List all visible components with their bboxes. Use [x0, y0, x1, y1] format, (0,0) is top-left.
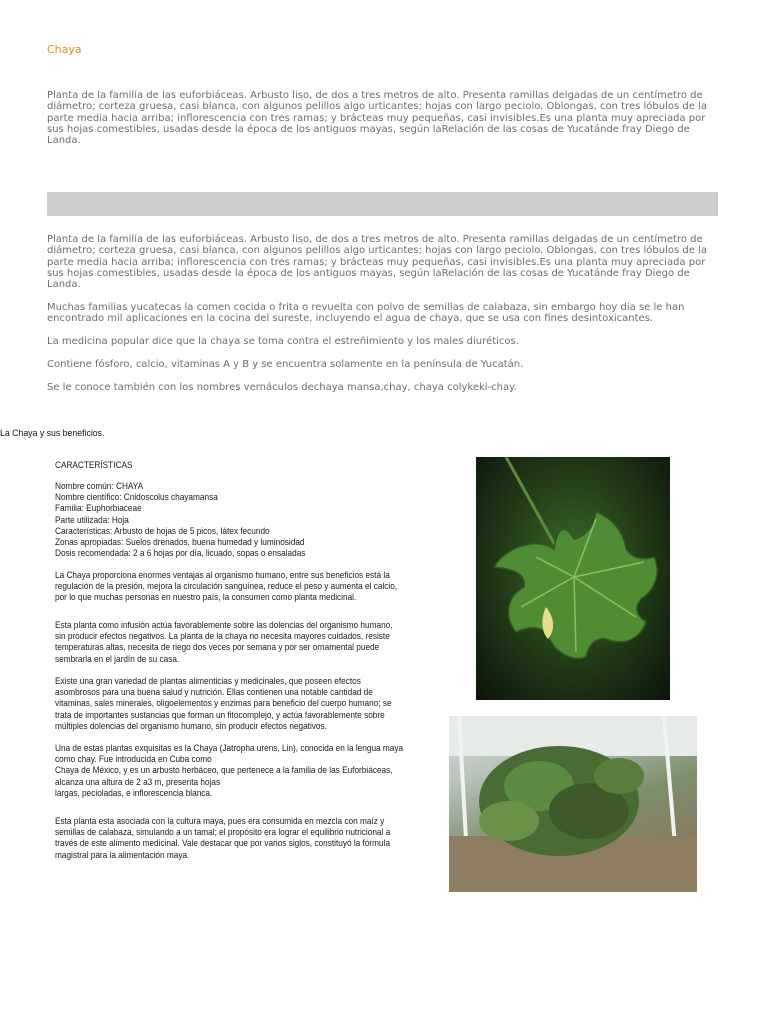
- body-paragraph-1: Planta de la familia de las euforbiáceas. Arbusto liso, de dos a tres metros de alto. Presenta ramillas delgadas de un centímetro de diámetro; corteza gruesa, casi blanca, con algunos pelillos algo urticantes; hojas con largo peciolo. Oblongas, con tres lóbulos de la parte media hacia arriba; inflorescencia con tres ramas; y brácteas muy pequeñas, casi invisibles.Es una planta muy apreciada por sus hojas comestibles, usadas desde la época de los antiguos mayas, según laRelación de las cosas de Yucatánde fray Diego de Landa.: [47, 234, 707, 291]
- benefits-paragraph-2: Esta planta como infusión actúa favorablemente sobre las dolencias del organismo humano, sin producir efectos negativos. La planta de la chaya no necesita mayores cuidados, resiste temperaturas altas, necesita de riego dos veces por semana y por ser ornamental puede sembrarla en el jardín de su casa.: [55, 619, 393, 664]
- benefits-paragraph-4: Una de estas plantas exquisitas es la Chaya (Jatropha urens, Lin), conocida en la lengua maya como chay. Fue introducida en Cuba como Chaya de México, y es un arbusto herbáceo, que pertenece a la familia de las Euforbiáceas, alcanza una altura de 2 a3 m, presenta hojas largas, pecioladas, e inflorescencia blanca.: [55, 742, 404, 798]
- body-paragraph-2: Muchas familias yucatecas la comen cocida o frita o revuelta con polvo de semillas de calabaza, sin embargo hoy día se le han encontrado mil aplicaciones en la cocina del sureste, incluyendo el agua de chaya, que se usa con fines desintoxicantes.: [47, 302, 685, 325]
- chaya-garden-photo: [449, 716, 697, 892]
- benefits-paragraph-3: Existe una gran variedad de plantas alimenticias y medicinales, que poseen efectos asombrosos para una buena salud y nutrición. Ellas contienen una notable cantidad de vitaminas, sales minerales, oligoelementos y enzimas para beneficio del cuerpo humano; se trata de importantes sustancias que forman un fitocomplejo, y actúa favorablemente sobre múltiples dolencias del organismo humano, sin producir efectos negativos.: [55, 675, 392, 731]
- body-paragraph-3: La medicina popular dice que la chaya se toma contra el estreñimiento y los males diuréticos.: [47, 336, 519, 347]
- benefits-paragraph-5: Esta planta esta asociada con la cultura maya, pues era consumida en mezcla con maíz y semillas de calabaza, simulando a un tamal; el propósito era lograr el equilibrio nutricional a través de este alimento medicinal. Vale destacar que por varios siglos, constituyó la fórmula magistral para la alimentación maya.: [55, 815, 391, 860]
- page-title: Chaya: [47, 43, 82, 56]
- section-title: La Chaya y sus beneficios.: [0, 428, 105, 439]
- benefits-paragraph-1: La Chaya proporciona enormes ventajas al organismo humano, entre sus beneficios está la regulación de la presión, mejora la circulación sanguínea, reduce el peso y aumenta el calcio, por lo que muchas personas en nuestro país, la consumen como planta medicinal.: [55, 569, 398, 603]
- body-paragraph-4: Contiene fósforo, calcio, vitaminas A y B y se encuentra solamente en la península de Yucatán.: [47, 359, 524, 370]
- intro-paragraph: Planta de la familia de las euforbiáceas. Arbusto liso, de dos a tres metros de alto. Presenta ramillas delgadas de un centímetro de diámetro; corteza gruesa, casi blanca, con algunos pelillos algo urticantes; hojas con largo peciolo. Oblongas, con tres lóbulos de la parte media hacia arriba; inflorescencia con tres ramas; y brácteas muy pequeñas, casi invisibles.Es una planta muy apreciada por sus hojas comestibles, usadas desde la época de los antiguos mayas, según laRelación de las cosas de Yucatánde fray Diego de Landa.: [47, 90, 707, 147]
- characteristics-list: Nombre común: CHAYA Nombre científico: Cnidoscolus chayamansa Familia: Euphorbiaceae Parte utilizada: Hoja Características: Arbusto de hojas de 5 picos, látex fecundo Zonas apropiadas: Suelos drenados, buena humedad y luminosidad Dosis recomendada: 2 a 6 hojas por día, licuado, sopas o ensaladas: [55, 480, 306, 559]
- section-divider-bar: [47, 192, 718, 216]
- characteristics-heading: CARACTERÍSTICAS: [55, 459, 133, 470]
- chaya-leaf-photo: [476, 457, 670, 700]
- body-paragraph-5: Se le conoce también con los nombres vernáculos dechaya mansa,chay, chaya colykeki-chay.: [47, 382, 517, 393]
